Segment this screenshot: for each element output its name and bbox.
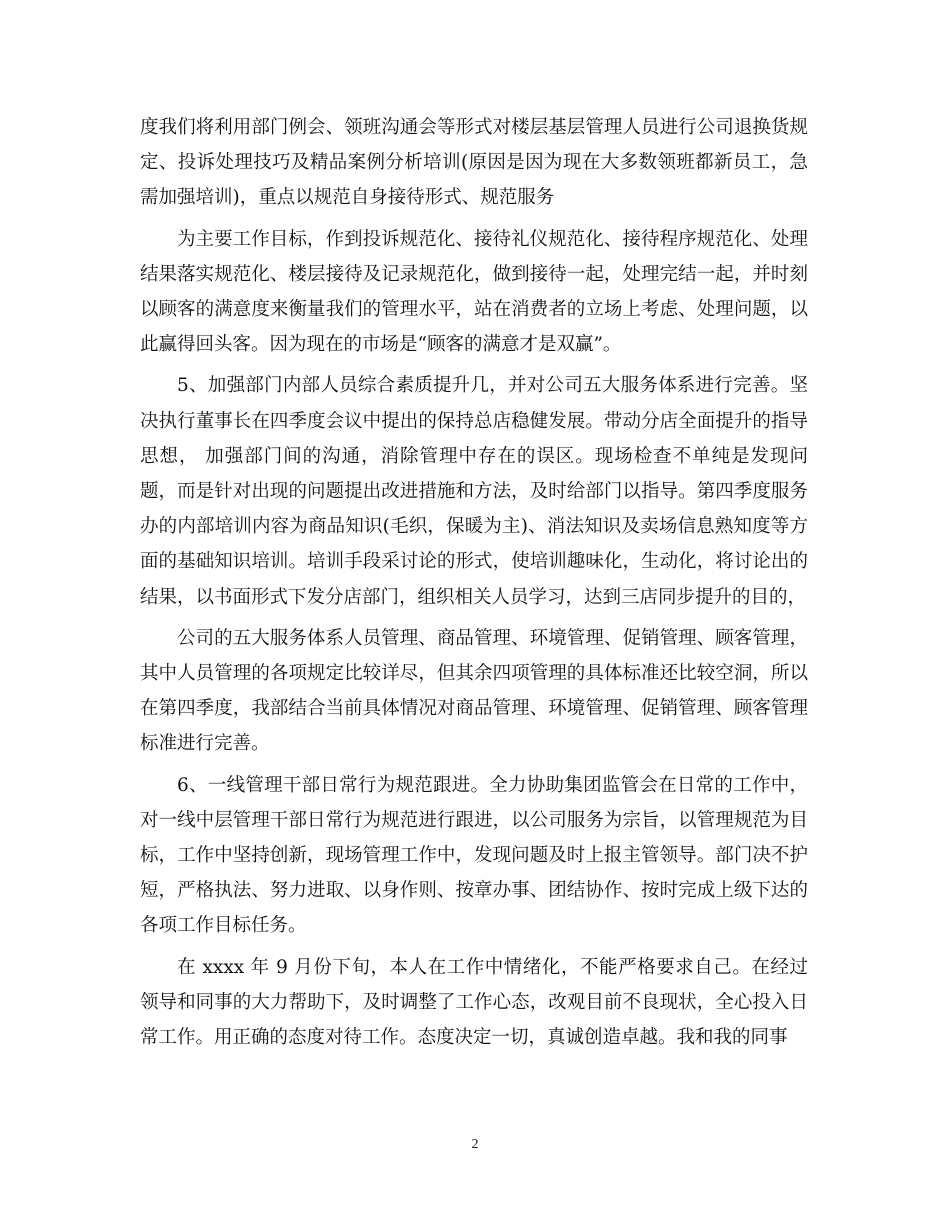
page-number: 2	[471, 1137, 479, 1152]
paragraph-3: 5、加强部门内部人员综合素质提升几，并对公司五大服务体系进行完善。坚决执行董事长在四季度会议中提出的保持总店稳健发展。带动分店全面提升的指导思想， 加强部门间的沟通，消除管理中存在的误区。现场检查不单纯是发现问题，而是针对出现的问题提出改进措施和方法，及时给部门以指导。第四季度服务办的内部培训内容为商品知识(毛织，保暖为主)、消法知识及卖场信息熟知度等方面的基础知识培训。培训手段采讨论的形式，使培训趣味化，生动化，将讨论出的结果，以书面形式下发分店部门，组织相关人员学习，达到三店同步提升的目的，	[140, 375, 808, 608]
paragraph-4: 公司的五大服务体系人员管理、商品管理、环境管理、促销管理、顾客管理，其中人员管理的各项规定比较详尽，但其余四项管理的具体标准还比较空洞，所以在第四季度，我部结合当前具体情况对商品管理、环境管理、促销管理、顾客管理标准进行完善。	[140, 627, 808, 755]
paragraph-5: 6、一线管理干部日常行为规范跟进。全力协助集团监管会在日常的工作中，对一线中层管理干部日常行为规范进行跟进，以公司服务为宗旨，以管理规范为目标，工作中坚持创新，现场管理工作中，发现问题及时上报主管领导。部门决不护短，严格执法、努力进取、以身作则、按章办事、团结协作、按时完成上级下达的各项工作目标任务。	[140, 774, 808, 937]
document-body	[140, 110, 808, 1061]
paragraph-6: 在 xxxx 年 9 月份下旬，本人在工作中情绪化，不能严格要求自己。在经过领导和同事的大力帮助下，及时调整了工作心态，改观目前不良现状，全心投入日常工作。用正确的态度对待工作。态度决定一切，真诚创造卓越。我和我的同事	[140, 956, 808, 1049]
paragraph-1: 度我们将利用部门例会、领班沟通会等形式对楼层基层管理人员进行公司退换货规定、投诉处理技巧及精品案例分析培训(原因是因为现在大多数领班都新员工，急需加强培训)，重点以规范自身接待形式、规范服务	[140, 117, 808, 209]
paragraph-2: 为主要工作目标，作到投诉规范化、接待礼仪规范化、接待程序规范化、处理结果落实规范化、楼层接待及记录规范化，做到接待一起，处理完结一起，并时刻以顾客的满意度来衡量我们的管理水平，站在消费者的立场上考虑、处理问题，以此赢得回头客。因为现在的市场是“顾客的满意才是双赢”。	[140, 228, 808, 356]
